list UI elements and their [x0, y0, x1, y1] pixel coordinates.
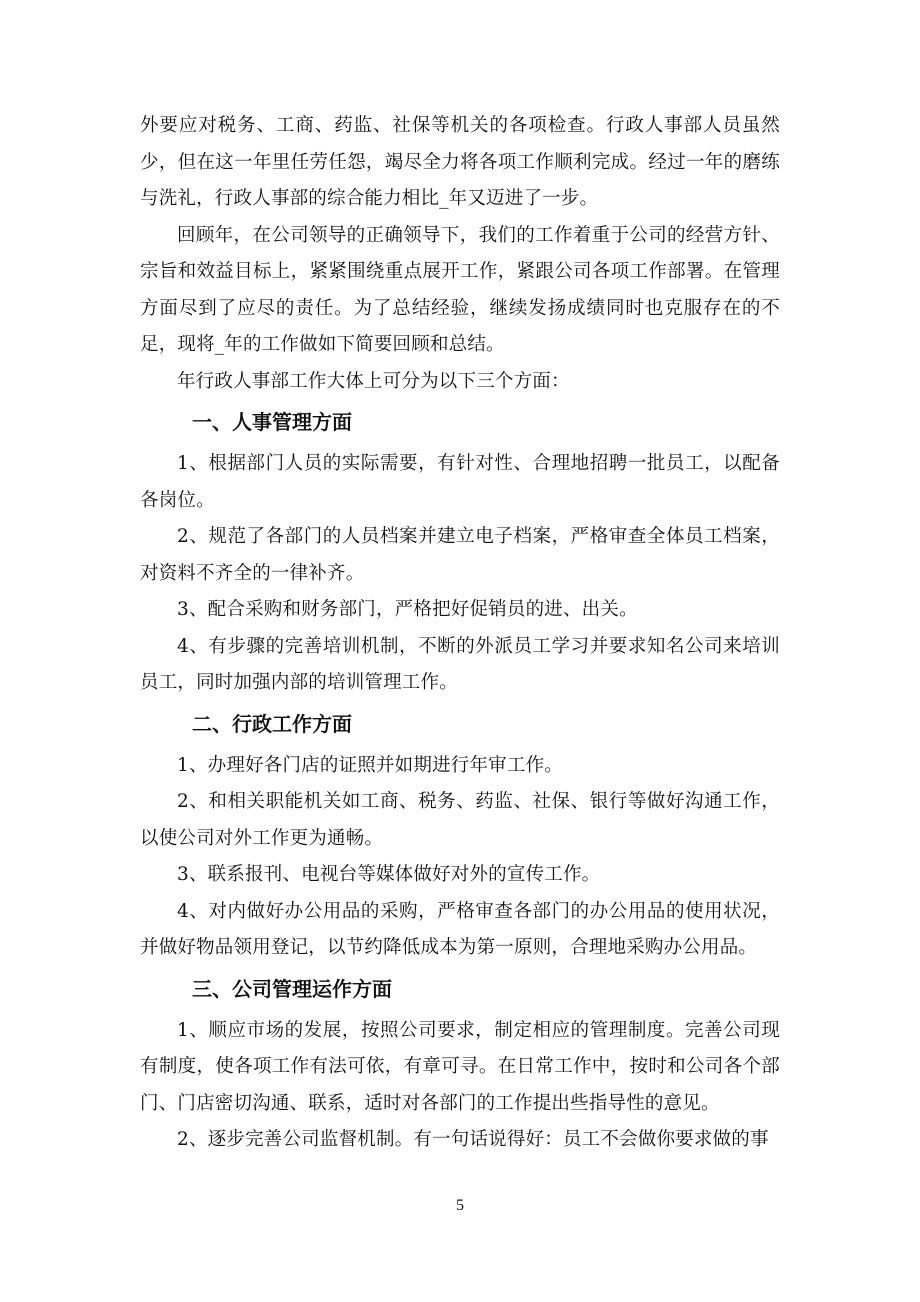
administration-item-2: 2、和相关职能机关如工商、税务、药监、社保、银行等做好沟通工作，以使公司对外工作更为通畅。 — [140, 791, 780, 849]
review-paragraph: 回顾年，在公司领导的正确领导下，我们的工作着重于公司的经营方针、宗旨和效益目标上，紧紧围绕重点展开工作，紧跟公司各项工作部署。在管理方面尽到了应尽的责任。为了总结经验，继续发扬成绩同时也克服存在的不足，现将_年的工作做如下简要回顾和总结。 — [140, 224, 780, 355]
section-heading-management: 三、公司管理运作方面 — [192, 976, 392, 1001]
personnel-item-2: 2、规范了各部门的人员档案并建立电子档案，严格审查全体员工档案，对资料不齐全的一律补齐。 — [140, 526, 780, 584]
management-item-1: 1、顺应市场的发展，按照公司要求，制定相应的管理制度。完善公司现有制度，使各项工作有法可依，有章可寻。在日常工作中，按时和公司各个部门、门店密切沟通、联系，适时对各部门的工作提出些指导性的意见。 — [140, 1019, 780, 1114]
page-number: 5 — [456, 1197, 464, 1214]
administration-item-1: 1、办理好各门店的证照并如期进行年审工作。 — [177, 754, 563, 776]
section-heading-administration: 二、行政工作方面 — [192, 711, 352, 736]
personnel-item-4: 4、有步骤的完善培训机制，不断的外派员工学习并要求知名公司来培训员工，同时加强内部的培训管理工作。 — [140, 635, 780, 693]
summary-paragraph: 年行政人事部工作大体上可分为以下三个方面： — [177, 370, 570, 392]
document-page — [140, 108, 780, 1159]
personnel-item-1: 1、根据部门人员的实际需要，有针对性、合理地招聘一批员工，以配备各岗位。 — [140, 453, 780, 511]
section-heading-personnel: 一、人事管理方面 — [192, 410, 352, 434]
management-item-2: 2、逐步完善公司监督机制。有一句话说得好：员工不会做你要求做的事 — [177, 1129, 769, 1150]
personnel-item-3: 3、配合采购和财务部门，严格把好促销员的进、出关。 — [177, 599, 638, 620]
administration-item-3: 3、联系报刊、电视台等媒体做好对外的宣传工作。 — [177, 864, 601, 885]
administration-item-4: 4、对内做好办公用品的采购，严格审查各部门的办公用品的使用状况，并做好物品领用登记，以节约降低成本为第一原则，合理地采购办公用品。 — [140, 900, 780, 958]
intro-continuation-paragraph: 外要应对税务、工商、药监、社保等机关的各项检查。行政人事部人员虽然少，但在这一年里任劳任怨，竭尽全力将各项工作顺利完成。经过一年的磨练与洗礼，行政人事部的综合能力相比_年又迈进了一步。 — [140, 115, 780, 209]
